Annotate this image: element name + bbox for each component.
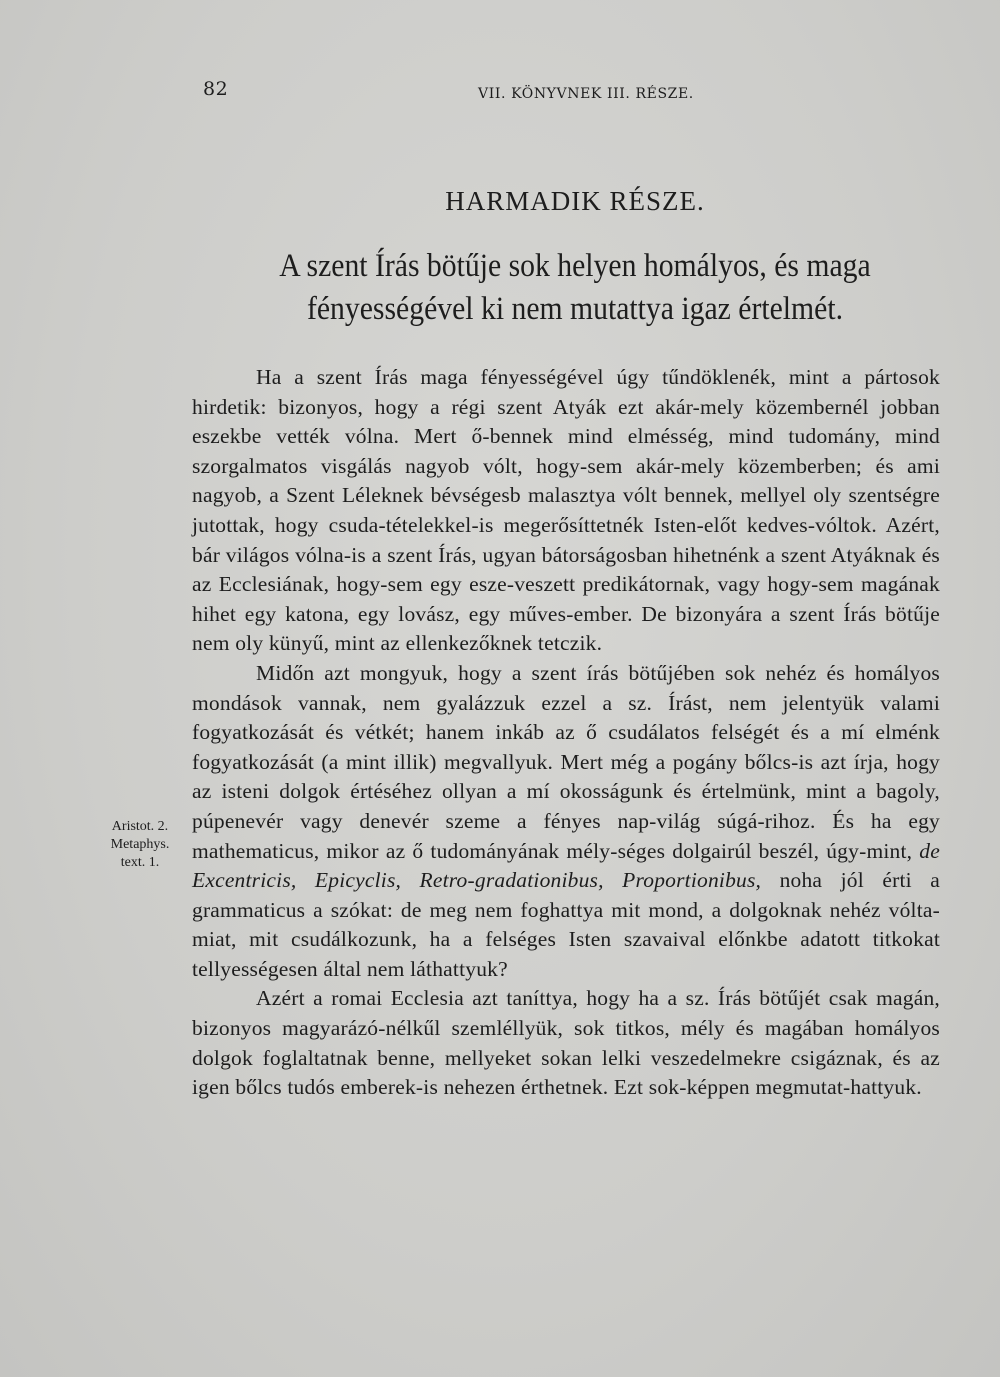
paragraph-3: Azért a romai Ecclesia azt taníttya, hogy ha a sz. Írás bötűjét csak magán, bizonyos magyarázó-nélkűl szemléllyük, sok titkos, mély és magában homályos dolgok foglaltatnak benne, mellyeket sokan lelki veszedelmekre csigáznak, és az igen bőlcs tudós emberek-is nehezen érthetnek. Ezt sok-képpen megmutat-hattyuk.	[192, 986, 940, 1100]
margin-note	[100, 818, 180, 872]
paragraph-2	[192, 659, 940, 985]
paragraph-2-italic: de Excentricis, Epicyclis, Retro-gradationibus, Proportionibus,	[192, 838, 940, 893]
margin-note-line: Aristot. 2.	[111, 819, 169, 834]
body-text	[192, 363, 940, 1103]
page-number: 82	[203, 78, 229, 100]
margin-note-line: Metaphys.	[110, 837, 170, 852]
margin-note-line: text. 1.	[120, 855, 160, 870]
paragraph-2-text-b: noha jól érti a grammaticus a szókat: de meg nem foghattya mit mond, a dolgoknak nehéz vólta-miat, mit csudálkozunk, ha a felséges Isten szavaival előnkbe adatott titkokat tellyességesen által nem láthattyuk?	[192, 868, 940, 981]
chapter-title: HARMADIK RÉSZE.	[445, 186, 705, 216]
paragraph-2-text-a: Midőn azt mongyuk, hogy a szent írás bötűjében sok nehéz és homályos mondások vannak, nem gyalázzuk ezzel a sz. Írást, nem jelentyük valami fogyatkozását és vétkét; hanem inkáb az ő csudálatos felségét és a mí elménk fogyatkozását (a mint illik) megvallyuk. Mert még a pogány bőlcs-is azt írja, hogy az isteni dolgok értéséhez ollyan a mí okosságunk és értelmünk, mint a bagoly, púpenevér vagy denevér szeme a fényes nap-világ súgá-rihoz. És ha egy mathematicus, mikor az ő tudományának mély-séges dolgairúl beszél, úgy-mint,	[192, 660, 940, 863]
paragraph-1: Ha a szent Írás maga fényességével úgy tűndöklenék, mint a pártosok hirdetik: bizonyos, hogy a régi szent Atyák ezt akár-mely közembernél jobban eszekbe vették vólna. Mert ő-bennek mind elmésség, mind tudomány, mind szorgalmatos visgálás nagyob vólt, hogy-sem akár-mely közemberben; és ami nagyob, a Szent Léleknek bévségesb malasztya vólt bennek, mellyel oly szentségre jutottak, hogy csuda-tételekkel-is megerősíttetnék Isten-előt kedves-vóltok. Azért, bár világos vólna-is a szent Írás, ugyan bátorságosban hihetnénk a szent Atyáknak és az Ecclesiának, hogy-sem egy esze-veszett predikátornak, vagy hogy-sem magának hihet egy katona, egy lovász, egy műves-ember. De bizonyára a szent Írás bötűje nem oly künyű, mint az ellenkezőknek tetczik.	[192, 365, 940, 656]
chapter-subtitle: A szent Írás bötűje sok helyen homályos, és maga fényességével ki nem mutattya igaz értelmét.	[279, 248, 871, 327]
running-head: VII. KÖNYVNEK III. RÉSZE.	[478, 86, 694, 102]
